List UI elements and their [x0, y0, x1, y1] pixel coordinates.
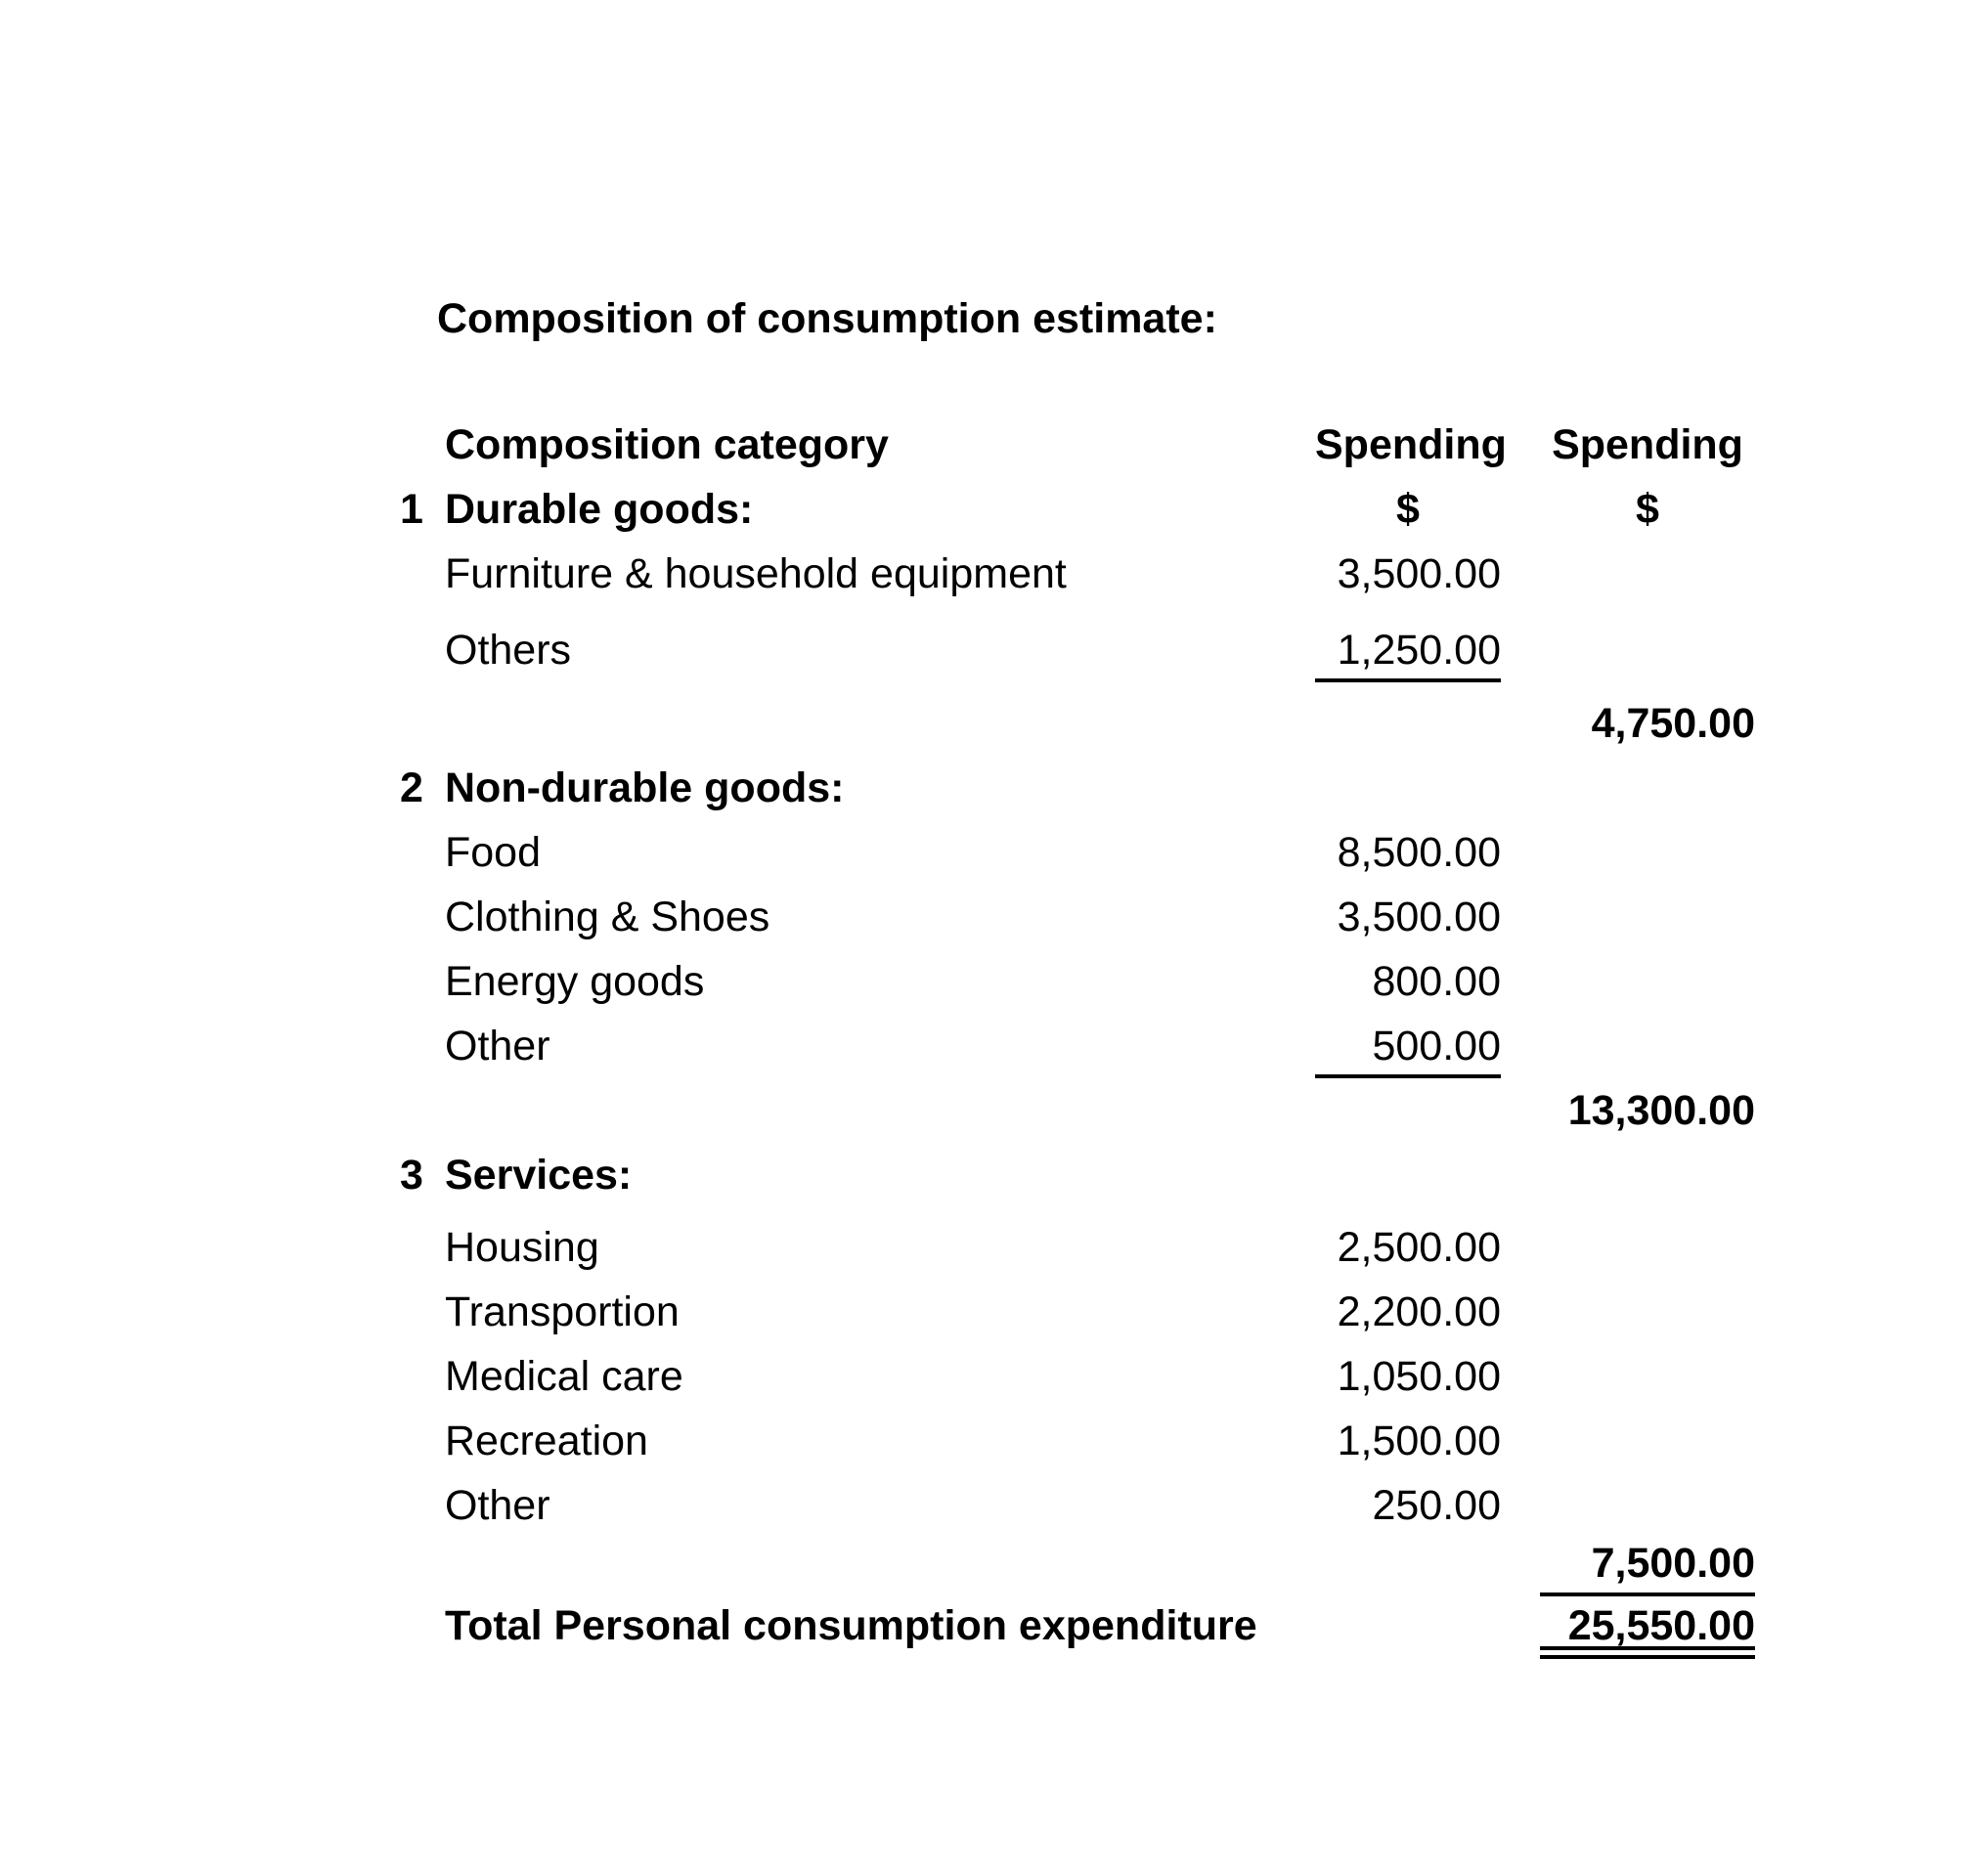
item-label: Others: [445, 627, 572, 674]
subtotal-amount: 13,300.00: [1567, 1087, 1755, 1134]
subtotal-row-nondurable: [391, 1078, 1760, 1143]
spending2-column-header: Spending: [1552, 421, 1743, 468]
item-row-housing: [391, 1215, 1760, 1280]
header-number-spacer: [391, 413, 445, 477]
total-row: [391, 1600, 1760, 1659]
item-amount: 8,500.00: [1337, 829, 1501, 876]
subtotal-amount-underlined: 7,500.00: [1540, 1538, 1755, 1596]
item-row-other-nondurable: [391, 1014, 1760, 1078]
item-label: Clothing & Shoes: [445, 894, 770, 940]
page-title: Composition of consumption estimate:: [437, 295, 1217, 342]
section-services-header-row: [391, 1143, 1760, 1207]
item-label: Other: [445, 1482, 550, 1529]
item-amount: 2,200.00: [1337, 1288, 1501, 1335]
item-row-energy: [391, 949, 1760, 1014]
item-amount: 250.00: [1372, 1482, 1501, 1529]
section-number: 1: [400, 486, 423, 533]
section-durable-header-row: [391, 477, 1760, 542]
subtotal-amount: 4,750.00: [1591, 700, 1755, 747]
item-row-clothing: [391, 885, 1760, 949]
currency-symbol: $: [1396, 486, 1420, 533]
item-label: Food: [445, 829, 542, 876]
section-number: 3: [400, 1152, 423, 1199]
header-row: [391, 413, 1760, 477]
item-amount: 3,500.00: [1337, 894, 1501, 940]
section-name: Non-durable goods:: [445, 764, 845, 811]
item-label: Housing: [445, 1224, 599, 1271]
section-number: 2: [400, 764, 423, 811]
column-gap: [1501, 413, 1540, 477]
section-name: Durable goods:: [445, 486, 754, 533]
total-amount-double-underlined: 25,550.00: [1540, 1600, 1755, 1659]
section-nondurable-header-row: [391, 756, 1760, 820]
item-amount: 2,500.00: [1337, 1224, 1501, 1271]
total-label: Total Personal consumption expenditure: [445, 1602, 1257, 1649]
item-row-transportion: [391, 1280, 1760, 1344]
item-label: Other: [445, 1023, 550, 1069]
spending1-column-header: Spending: [1315, 421, 1507, 468]
item-label: Energy goods: [445, 958, 705, 1005]
item-amount: 1,050.00: [1337, 1353, 1501, 1400]
item-row-other-services: [391, 1473, 1760, 1538]
item-amount-underlined: 1,250.00: [1315, 618, 1501, 682]
item-label: Transportion: [445, 1288, 680, 1335]
item-row-recreation: [391, 1409, 1760, 1473]
item-amount: 1,500.00: [1337, 1418, 1501, 1464]
section-name: Services:: [445, 1152, 633, 1199]
item-amount: 3,500.00: [1337, 550, 1501, 597]
item-row-others: [391, 618, 1760, 682]
item-row-furniture: [391, 542, 1760, 606]
item-row-medical: [391, 1344, 1760, 1409]
consumption-table: [391, 413, 1760, 1659]
subtotal-row-durable: [391, 691, 1760, 756]
item-label: Medical care: [445, 1353, 683, 1400]
item-label: Recreation: [445, 1418, 648, 1464]
column-gap: [1501, 477, 1540, 542]
item-row-food: [391, 820, 1760, 885]
item-amount: 800.00: [1372, 958, 1501, 1005]
currency-symbol: $: [1636, 486, 1659, 533]
item-label: Furniture & household equipment: [445, 550, 1067, 597]
category-column-header: Composition category: [445, 421, 889, 468]
item-amount-underlined: 500.00: [1315, 1014, 1501, 1078]
subtotal-row-services: [391, 1538, 1760, 1596]
